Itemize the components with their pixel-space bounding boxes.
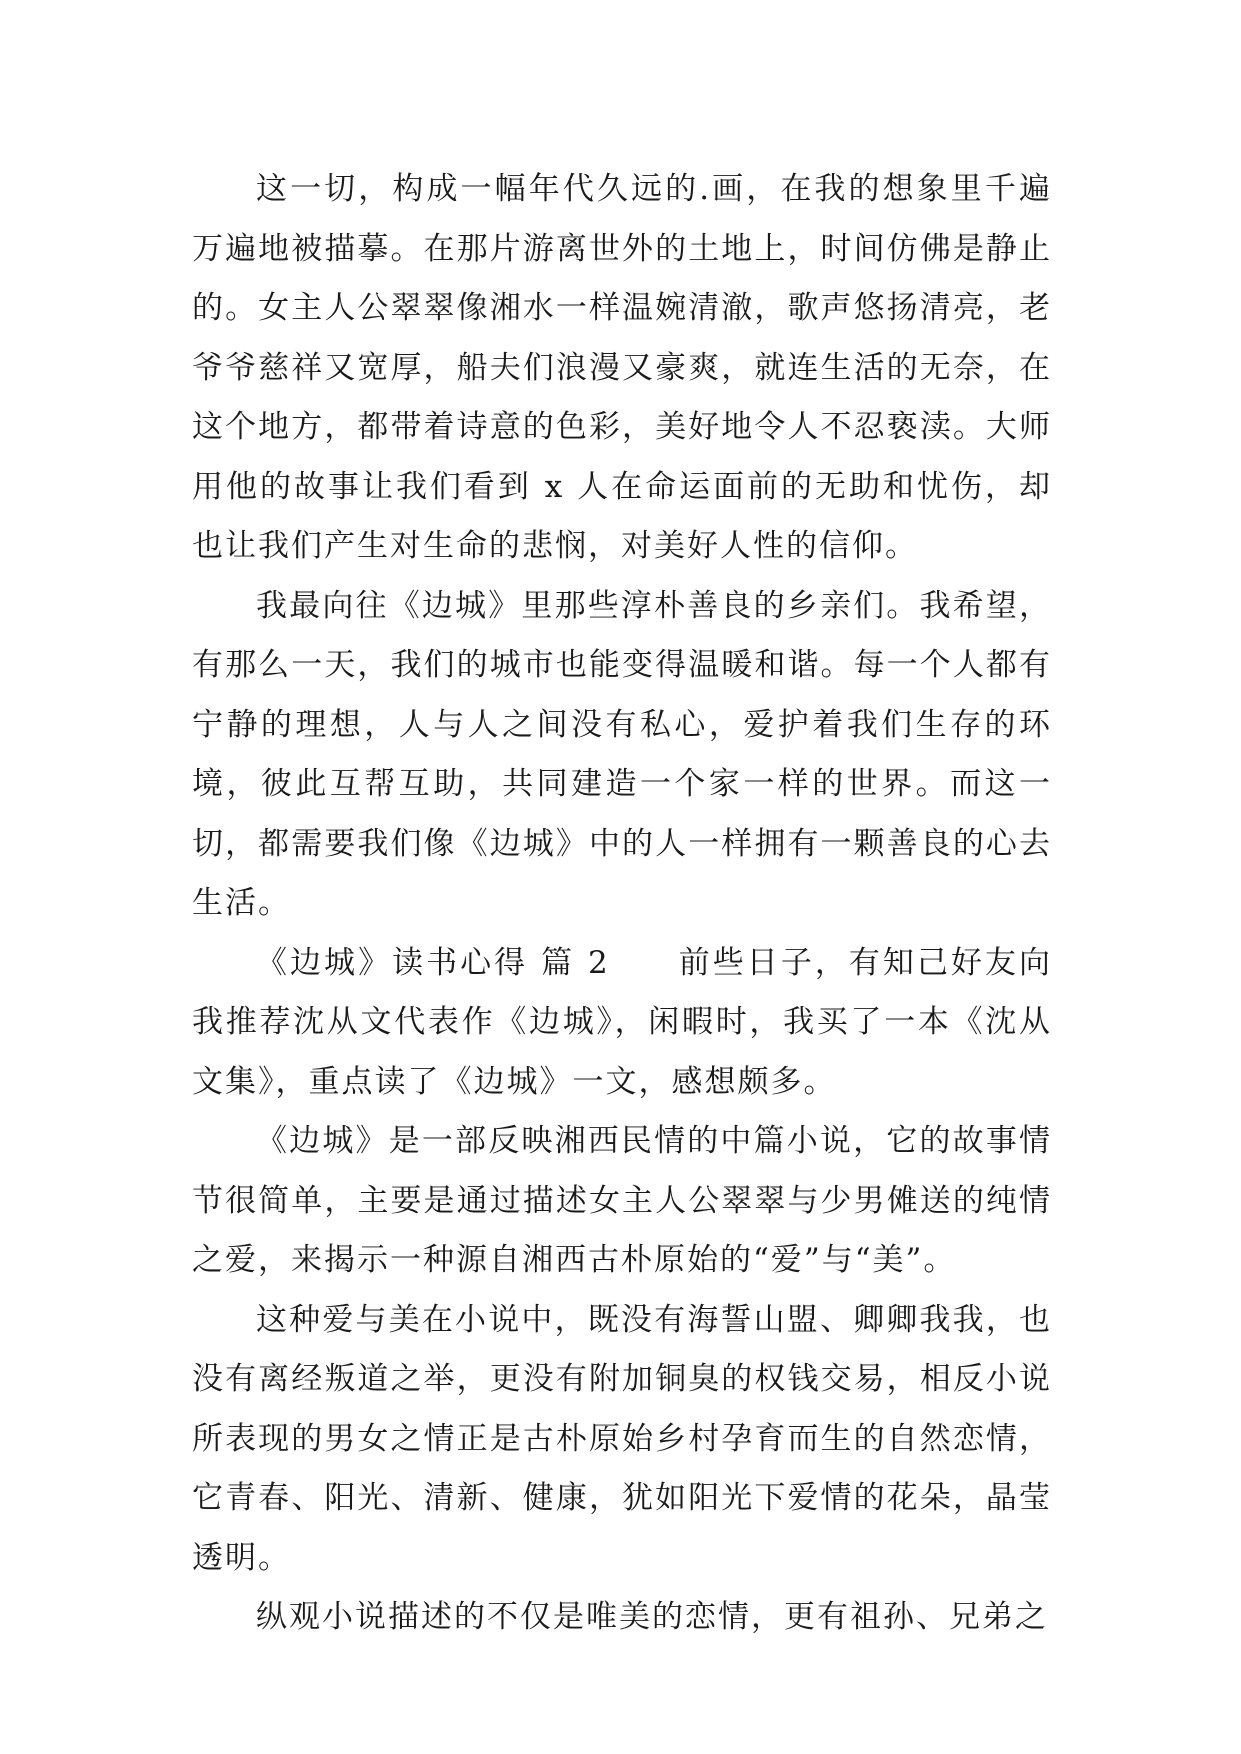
- paragraph-3: 《边城》读书心得 篇 2 前些日子，有知己好友向我推荐沈从文代表作《边城》，闲暇时，我买了一本《沈从文集》，重点读了《边城》一文，感想颇多。: [192, 944, 1052, 1100]
- paragraph-4: 《边城》是一部反映湘西民情的中篇小说，它的故事情节很简单，主要是通过描述女主人公翠翠与少男傩送的纯情之爱，来揭示一种源自湘西古朴原始的“爱”与“美”。: [192, 1123, 1052, 1278]
- paragraph-5: 这种爱与美在小说中，既没有海誓山盟、卿卿我我，也没有离经叛道之举，更没有附加铜臭的权钱交易，相反小说所表现的男女之情正是古朴原始乡村孕育而生的自然恋情，它青春、阳光、清新、健康，犹如阳光下爱情的花朵，晶莹透明。: [192, 1301, 1052, 1576]
- document-body: [192, 160, 1052, 1648]
- paragraph-2: 我最向往《边城》里那些淳朴善良的乡亲们。我希望，有那么一天，我们的城市也能变得温暖和谐。每一个人都有宁静的理想，人与人之间没有私心，爱护着我们生存的环境，彼此互帮互助，共同建造一个家一样的世界。而这一切，都需要我们像《边城》中的人一样拥有一颗善良的心去生活。: [192, 587, 1052, 921]
- paragraph-1: 这一切，构成一幅年代久远的.画，在我的想象里千遍万遍地被描摹。在那片游离世外的土地上，时间仿佛是静止的。女主人公翠翠像湘水一样温婉清澈，歌声悠扬清亮，老爷爷慈祥又宽厚，船夫们浪漫又豪爽，就连生活的无奈，在这个地方，都带着诗意的色彩，美好地令人不忍亵渎。大师用他的故事让我们看到 x 人在命运面前的无助和忧伤，却也让我们产生对生命的悲悯，对美好人性的信仰。: [192, 171, 1052, 564]
- paragraph-6: 纵观小说描述的不仅是唯美的恋情，更有祖孙、兄弟之: [256, 1599, 1048, 1635]
